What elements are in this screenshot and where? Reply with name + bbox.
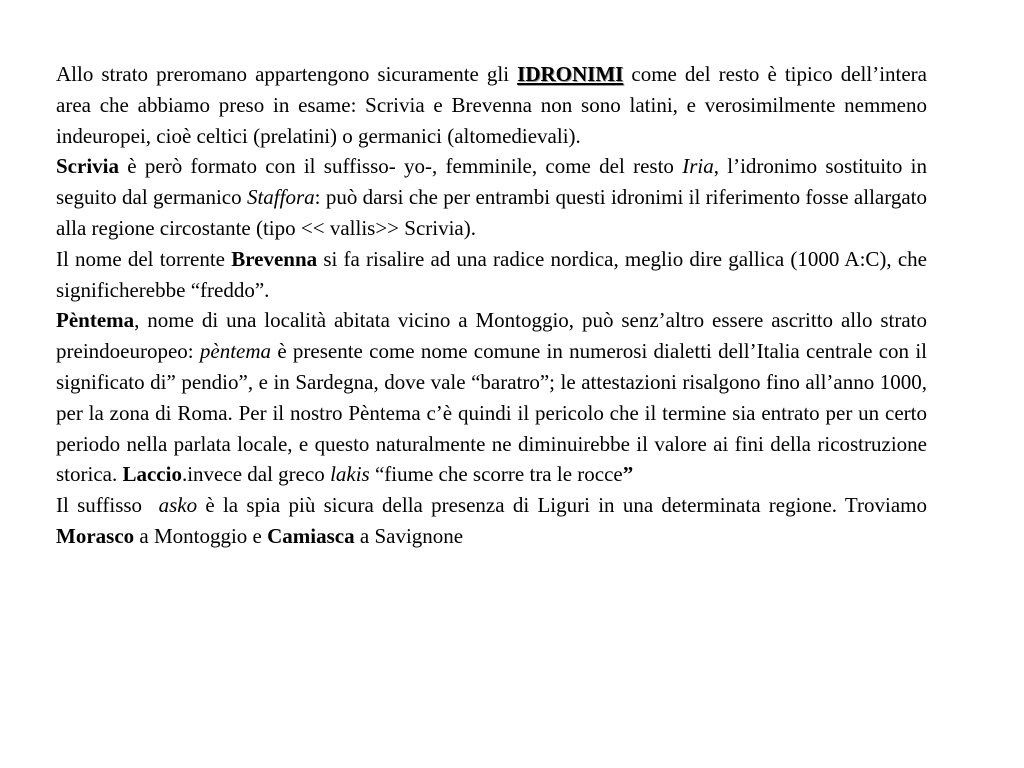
term-scrivia: Scrivia [56, 154, 119, 179]
idronimi-heading: IDRONIMI [517, 62, 624, 86]
term-pentema: Pèntema [56, 308, 135, 333]
paragraph-idronimi [56, 59, 927, 151]
text-run: Il suffisso [56, 493, 159, 518]
term-staffora: Staffora [246, 185, 315, 210]
term-pentema-italic: pèntema [199, 339, 272, 364]
paragraph-suffisso-asko [56, 490, 927, 552]
text-run: Il nome del torrente [56, 246, 232, 271]
text-run: si fa risalire ad una radice nordica, meglio dire gallica (1000 A:C), che significherebbe “freddo”. [56, 246, 927, 302]
slide-text-body [56, 59, 927, 552]
term-morasco: Morasco [56, 523, 135, 548]
term-brevenna: Brevenna [231, 246, 318, 271]
text-run: .invece dal greco [181, 462, 331, 487]
term-iria: Iria [682, 154, 714, 179]
paragraph-brevenna [56, 244, 927, 306]
text-run: , nome di una località abitata vicino a Montoggio, può senz’altro essere ascritto allo strato preindoeuropeo: [56, 308, 927, 364]
text-run: a Savignone [354, 523, 464, 548]
paragraph-scrivia [56, 151, 927, 243]
paragraph-pentema [56, 305, 927, 490]
text-run: è la spia più sicura della presenza di Liguri in una determinata regione. Troviamo [197, 493, 927, 518]
text-run: è presente come nome comune in numerosi dialetti dell’Italia centrale con il significato di” pendio”, e in Sardegna, dove vale “baratro”; le attestazioni risalgono fino all’anno 1000, per la zona di Roma. Per il nostro Pèntema c’è quindi il pericolo che il termine sia entrato per un certo periodo nella parlata locale, e questo naturalmente ne diminuirebbe il valore ai fini della ricostruzione storica. [56, 339, 927, 487]
term-laccio: Laccio [122, 462, 182, 487]
text-run: : può darsi che per entrambi questi idronimi il riferimento fosse allargato alla regione circostante (tipo << vallis>> Scrivia). [56, 185, 927, 240]
text-run: a Montoggio e [134, 523, 268, 548]
text-run: “fiume che scorre tra le rocce [369, 462, 623, 487]
term-asko: asko [158, 493, 198, 518]
text-run: è però formato con il suffisso- yo-, femminile, come del resto [119, 154, 683, 179]
term-lakis: lakis [330, 462, 370, 487]
term-camiasca: Camiasca [267, 523, 355, 548]
text-run: come del resto è tipico dell’intera area che abbiamo preso in esame: Scrivia e Brevenna non sono latini, e verosimilmente nemmeno indeuropei, cioè celtici (prelatini) o germanici (altomedievali). [56, 62, 927, 148]
closing-quote: ” [622, 462, 634, 487]
text-run: , l’idronimo sostituito in seguito dal germanico [56, 154, 927, 210]
text-run: Allo strato preromano appartengono sicuramente gli [56, 62, 518, 86]
